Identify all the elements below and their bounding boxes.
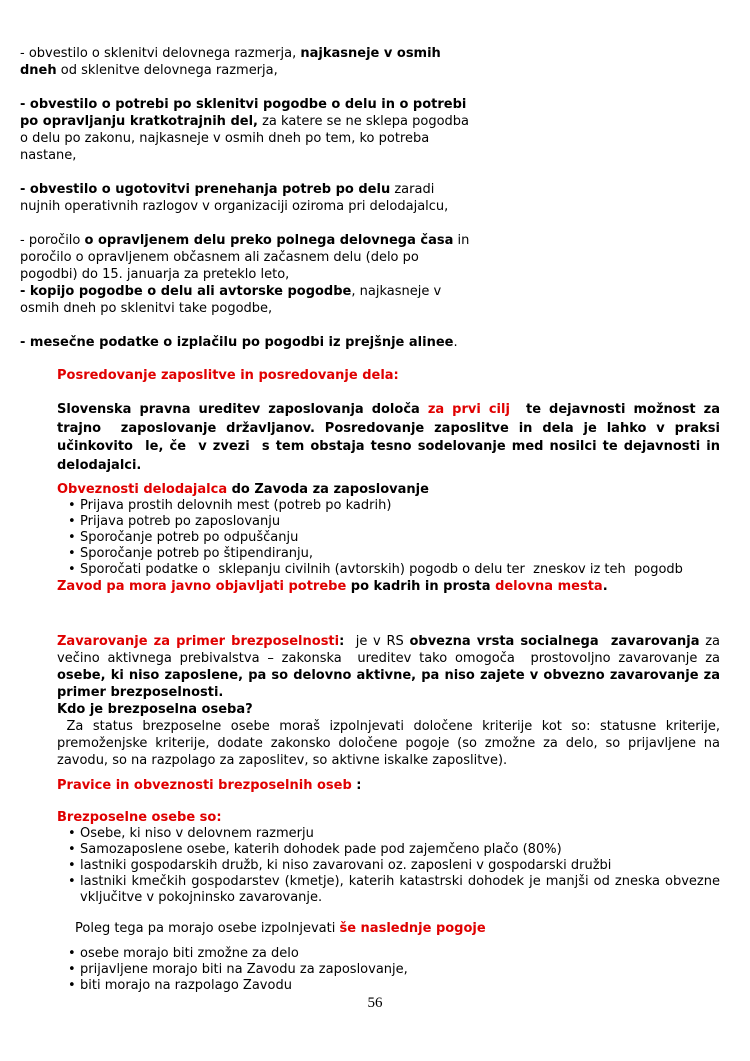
paragraph-monthly-payment-data — [20, 334, 476, 351]
text-run: - mesečne podatke o izplačilu po pogodbi iz prejšnje alinee — [20, 335, 454, 350]
list-item — [57, 858, 720, 874]
list-item — [57, 514, 720, 530]
text-run: za katere se ne sklepa pogodba o delu po zakonu, najkasneje v osmih dneh po tem, ko potreba nastane, — [20, 114, 474, 163]
page-footer — [0, 995, 750, 1012]
text-run: lastniki gospodarskih družb, ki niso zavarovani oz. zaposleni v gospodarski družbi — [80, 858, 612, 873]
text-run: - obvestilo o sklenitvi delovnega razmerja, — [20, 46, 301, 61]
text-run: Sporočanje potreb po štipendiranju, — [80, 546, 314, 561]
text-run: Sporočati podatke o sklepanju civilnih (avtorskih) pogodb o delu ter zneskov iz teh pogodb — [80, 562, 683, 577]
text-run: Brezposelne osebe so: — [57, 810, 222, 825]
list-item — [57, 946, 720, 962]
text-run: Slovenska pravna ureditev zaposlovanja določa — [57, 402, 428, 417]
unemployed-persons-list — [57, 826, 725, 906]
list-item — [57, 978, 720, 994]
paragraph-notice-employment-start — [20, 45, 476, 79]
text-run: Prijava potreb po zaposlovanju — [80, 514, 281, 529]
list-item — [57, 842, 720, 858]
text-run: od sklenitve delovnega razmerja, — [56, 63, 278, 78]
text-run: je v RS — [344, 634, 410, 649]
list-item — [57, 546, 720, 562]
text-run: te dejavnosti možnost za trajno zaposlovanje državljanov. Posredovanje zaposlitve in dela je lahko v praksi učinkovito le, če v zvezi s tem obstaja tesno sodelovanje med nosilci te dejavnosti in delodajalci. — [57, 402, 725, 473]
paragraph-unemployment-insurance — [57, 633, 725, 769]
text-run: . — [453, 335, 458, 350]
page-number: 56 — [367, 995, 383, 1011]
text-run: zaradi nujnih operativnih razlogov v organizaciji oziroma pri delodajalcu, — [20, 182, 449, 214]
list-item — [57, 826, 720, 842]
paragraph-report-overtime-and-copy — [20, 232, 476, 317]
text-run: : — [351, 778, 362, 793]
text-run: osebe, ki niso zaposlene, pa so delovno aktivne, pa niso zajete v obvezno zavarovanje za primer brezposelnosti. — [57, 668, 725, 700]
list-item — [57, 530, 720, 546]
text-run: . — [602, 579, 608, 594]
line-additional-conditions — [57, 920, 720, 937]
additional-conditions-list — [57, 946, 720, 994]
text-run: Samozaposlene osebe, katerih dohodek pade pod zajemčeno plačo (80%) — [80, 842, 562, 857]
text-run: prijavljene morajo biti na Zavodu za zaposlovanje, — [80, 962, 408, 977]
employer-obligations-list — [57, 498, 720, 578]
employer-notices-list — [20, 45, 476, 351]
text-run: : — [339, 634, 345, 649]
text-run: biti morajo na razpolago Zavodu — [80, 978, 292, 993]
text-run: Kdo je brezposelna oseba? — [57, 702, 253, 717]
heading-rights-obligations — [57, 777, 720, 794]
text-run: - poročilo — [20, 233, 85, 248]
text-run: Zavarovanje za primer brezposelnosti — [57, 634, 340, 649]
text-run: še naslednje pogoje — [339, 921, 486, 936]
text-run: lastniki kmečkih gospodarstev (kmetje), katerih katastrski dohodek je manjši od zneska obvezne vključitve v pokojninsko zavarovanje. — [80, 874, 725, 905]
main-content — [57, 367, 725, 994]
text-run: Sporočanje potreb po odpuščanju — [80, 530, 299, 545]
list-item — [57, 874, 725, 906]
text-run: - obvestilo o ugotovitvi prenehanja potreb po delu — [20, 182, 391, 197]
text-run: za večino aktivnega prebivalstva – zakonska ureditev tako omogoča prostovoljno zavarovanje za — [57, 634, 725, 666]
text-run: obvezna vrsta socialnega zavarovanja — [409, 634, 700, 649]
text-run: o opravljenem delu preko polnega delovnega časa — [84, 233, 454, 248]
list-item — [57, 962, 720, 978]
text-run: , najkasneje v osmih dneh po sklenitvi take pogodbe, — [20, 284, 446, 316]
line-zavod-publishing — [57, 578, 720, 595]
heading-employer-obligations — [57, 481, 720, 498]
text-run: - obvestilo o potrebi po sklenitvi pogodbe o delu in o potrebi po opravljanju kratkotrajnih del, — [20, 97, 471, 129]
heading-job-mediation — [57, 367, 720, 384]
text-run: osebe morajo biti zmožne za delo — [80, 946, 299, 961]
text-run: do Zavoda za zaposlovanje — [227, 482, 429, 497]
text-run: najkasneje v osmih dneh — [20, 46, 446, 78]
text-run: delovna mesta — [495, 579, 603, 594]
heading-unemployed-persons — [57, 809, 720, 826]
paragraph-notice-work-contract — [20, 96, 476, 164]
text-run: Obveznosti delodajalca — [57, 482, 228, 497]
list-item — [57, 562, 720, 578]
text-run: Osebe, ki niso v delovnem razmerju — [80, 826, 314, 841]
paragraph-notice-need-cessation — [20, 181, 476, 215]
text-run: - kopijo pogodbe o delu ali avtorske pogodbe — [20, 284, 352, 299]
text-run: Prijava prostih delovnih mest (potreb po kadrih) — [80, 498, 392, 513]
text-run: Za status brezposelne osebe moraš izpolnjevati določene kriterije kot so: statusne kriterije, premoženjske kriterije, dodate zakonsko določene pogoje (so zmožne za delo, so prijavljene na zavodu, so na razpolago za zaposlitev, so aktivne iskalke zaposlitve). — [57, 719, 720, 768]
text-run: Pravice in obveznosti brezposelnih oseb — [57, 778, 352, 793]
text-run: Poleg tega pa morajo osebe izpolnjevati — [75, 921, 340, 936]
list-item — [57, 498, 720, 514]
text-run: in poročilo o opravljenem občasnem ali začasnem delu (delo po pogodbi) do 15. januarja za preteklo leto, — [20, 233, 470, 282]
paragraph-job-mediation — [57, 401, 725, 475]
text-run: Posredovanje zaposlitve in posredovanje dela: — [57, 368, 399, 383]
text-run: za prvi cilj — [427, 402, 510, 417]
text-run: po kadrih in prosta — [346, 579, 496, 594]
text-run: Zavod pa mora javno objavljati potrebe — [57, 579, 347, 594]
